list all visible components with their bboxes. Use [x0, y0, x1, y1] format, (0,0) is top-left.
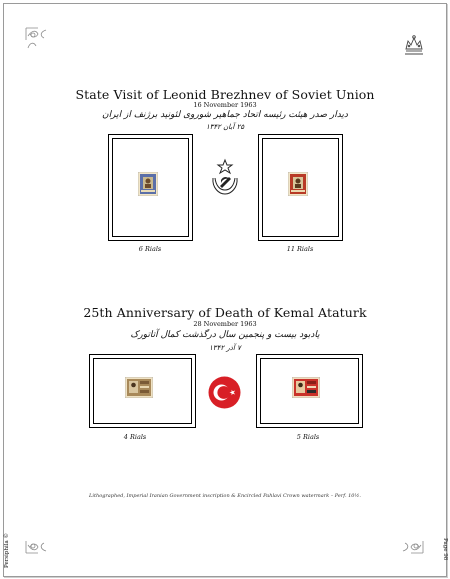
persian-inscription: دیدار صدر هیئت رئیسه اتحاد جماهیر شوروی لئونید برژنف از ایران [102, 110, 348, 120]
stamp-caption: 5 Rials [296, 433, 320, 441]
stamp-caption: 11 Rials [286, 245, 314, 253]
footnote: Lithographed, Imperial Iranian Government inscription & Encircled Pahlavi Crown watermark – Perf. 10½. [89, 493, 361, 499]
turkish-flag-icon [208, 376, 241, 409]
stamp-4-rials [125, 377, 153, 398]
corner-ornament-icon [24, 527, 52, 555]
section-date: 28 November 1963 [193, 320, 257, 328]
persian-inscription: یادبود بیست و پنجمین سال درگذشت کمال آتاتورک [130, 330, 320, 340]
stamp-6-rials [138, 172, 158, 196]
copyright-label: Persiphila © [4, 532, 10, 568]
corner-ornament-icon [24, 26, 52, 54]
stamp-11-rials [288, 172, 308, 196]
soviet-emblem-icon [208, 158, 242, 196]
page-number: Page 98 [442, 538, 448, 561]
stamp-caption: 6 Rials [138, 245, 162, 253]
stamp-5-rials [292, 377, 320, 398]
section-date: 16 November 1963 [193, 101, 257, 109]
corner-ornament-icon [397, 527, 425, 555]
persian-date: ۲۵ آبان ۱۳۴۲ [205, 123, 245, 131]
persian-date: ۷ آذر ۱۳۴۲ [209, 344, 241, 352]
section-title: State Visit of Leonid Brezhnev of Soviet Union [75, 87, 375, 102]
stamp-caption: 4 Rials [123, 433, 147, 441]
section-title: 25th Anniversary of Death of Kemal Ataturk [83, 305, 367, 320]
pahlavi-crown-emblem-icon [401, 31, 427, 57]
